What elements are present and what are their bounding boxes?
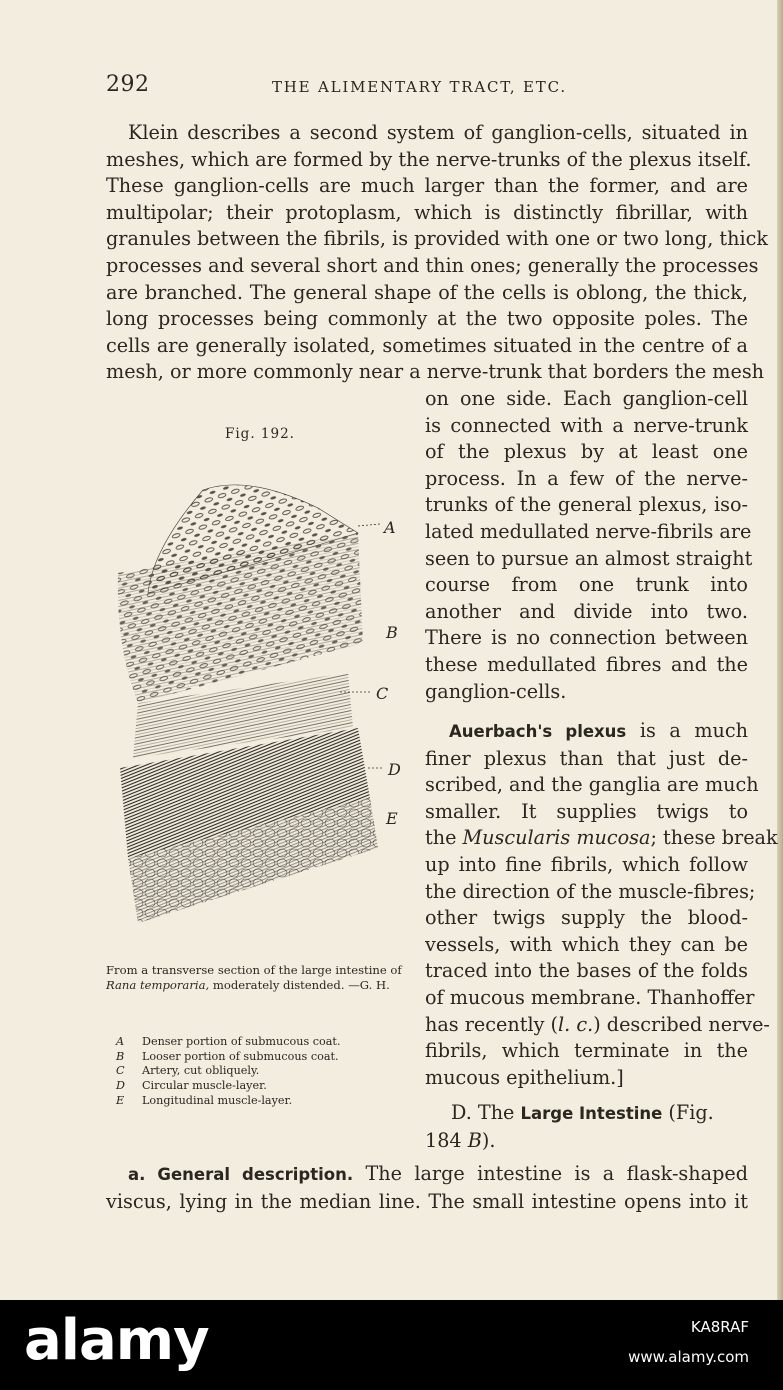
text-line: other twigs supply the blood-	[425, 906, 748, 930]
text-line: Auerbach's plexus is a much	[449, 719, 748, 742]
legend-row: D Circular muscle-layer.	[116, 1079, 267, 1093]
text-line: multipolar; their protoplasm, which is distinctly fibrillar, with	[106, 200, 748, 224]
text-line: long processes being commonly at the two opposite poles. The	[106, 307, 748, 331]
figure-title: Fig. 192.	[225, 426, 295, 442]
text-line: granules between the fibrils, is provided with one or two long, thick	[106, 227, 768, 251]
text-line: D. The Large Intestine (Fig.	[451, 1101, 714, 1124]
text-line: of the plexus by at least one	[425, 440, 748, 464]
text-line: on one side. Each ganglion-cell	[425, 387, 748, 410]
figure-label: E	[386, 809, 398, 828]
stock-watermark-bar	[0, 1300, 783, 1390]
figure-label: A	[384, 518, 396, 537]
histology-figure	[108, 478, 408, 948]
text-line: traced into the bases of the folds	[425, 959, 748, 983]
legend-row: A Denser portion of submucous coat.	[116, 1035, 341, 1048]
text-line: the Muscularis mucosa; these break	[425, 826, 778, 850]
text-line: viscus, lying in the median line. The small intestine opens into it	[106, 1189, 748, 1213]
text-line: There is no connection between	[425, 626, 748, 650]
text-line: vessels, with which they can be	[425, 932, 748, 956]
alamy-logo: alamy	[24, 1308, 209, 1373]
text-line: fibrils, which terminate in the	[425, 1039, 748, 1063]
text-line: mesh, or more commonly near a nerve-trunk that borders the mesh	[106, 360, 765, 384]
text-line: mucous epithelium.]	[425, 1065, 624, 1089]
figure-label: D	[388, 760, 401, 779]
image-code: KA8RAF	[690, 1318, 749, 1336]
text-line: scribed, and the ganglia are much	[425, 773, 759, 797]
text-line: these medullated fibres and the	[425, 652, 748, 676]
text-line: cells are generally isolated, sometimes situated in the centre of a	[106, 333, 748, 357]
right-column-paragraph	[425, 386, 753, 705]
text-line: processes and several short and thin ones; generally the processes	[106, 253, 759, 277]
text-line: a. General description. The large intestine is a flask-shaped	[128, 1162, 748, 1185]
text-line: up into fine fibrils, which follow	[425, 852, 748, 876]
legend-row: C Artery, cut obliquely.	[116, 1064, 260, 1078]
figure-legend	[116, 1035, 340, 1109]
figure-label: B	[386, 623, 398, 642]
legend-row: E Longitudinal muscle-layer.	[116, 1093, 293, 1107]
text-line: has recently (l. c.) described nerve-	[425, 1012, 770, 1036]
text-line: are branched. The general shape of the cells is oblong, the thick,	[106, 280, 748, 304]
figure-label: C	[376, 684, 389, 703]
page-edge-shadow	[777, 0, 783, 1300]
italic-term: Muscularis mucosa	[462, 826, 651, 850]
figure-caption: From a transverse section of the large intestine of Rana temporaria, moderately distended. —G. H.	[106, 963, 402, 992]
section-a-paragraph	[106, 1161, 748, 1215]
text-line: 184 B).	[425, 1128, 496, 1152]
text-line: is connected with a nerve-trunk	[425, 413, 748, 437]
site-url: www.alamy.com	[628, 1348, 749, 1366]
auerbach-paragraph	[425, 718, 778, 1091]
text-line: another and divide into two.	[425, 599, 748, 623]
text-line: course from one trunk into	[425, 573, 748, 597]
text-line: smaller. It supplies twigs to	[425, 799, 748, 823]
text-line: the direction of the muscle-fibres;	[425, 879, 756, 903]
running-title: THE ALIMENTARY TRACT, ETC.	[272, 78, 567, 96]
text-line: of mucous membrane. Thanhoffer	[425, 985, 755, 1009]
section-d-heading	[425, 1100, 748, 1154]
text-line: lated medullated nerve-fibrils are	[425, 519, 752, 543]
text-line: process. In a few of the nerve-	[425, 466, 748, 490]
legend-row: B Looser portion of submucous coat.	[116, 1049, 339, 1063]
text-line: These ganglion-cells are much larger than the former, and are	[106, 174, 748, 198]
text-line: trunks of the general plexus, iso-	[425, 493, 748, 517]
text-line: meshes, which are formed by the nerve-trunks of the plexus itself.	[106, 147, 752, 171]
page-number: 292	[106, 72, 150, 97]
auerbach-heading: Auerbach's plexus	[449, 722, 627, 741]
text-line: finer plexus than that just de-	[425, 746, 748, 770]
intro-paragraph	[106, 120, 768, 386]
text-line: ganglion-cells.	[425, 679, 567, 703]
text-line: Klein describes a second system of ganglion-cells, situated in	[128, 121, 748, 144]
text-line: seen to pursue an almost straight	[425, 546, 753, 570]
